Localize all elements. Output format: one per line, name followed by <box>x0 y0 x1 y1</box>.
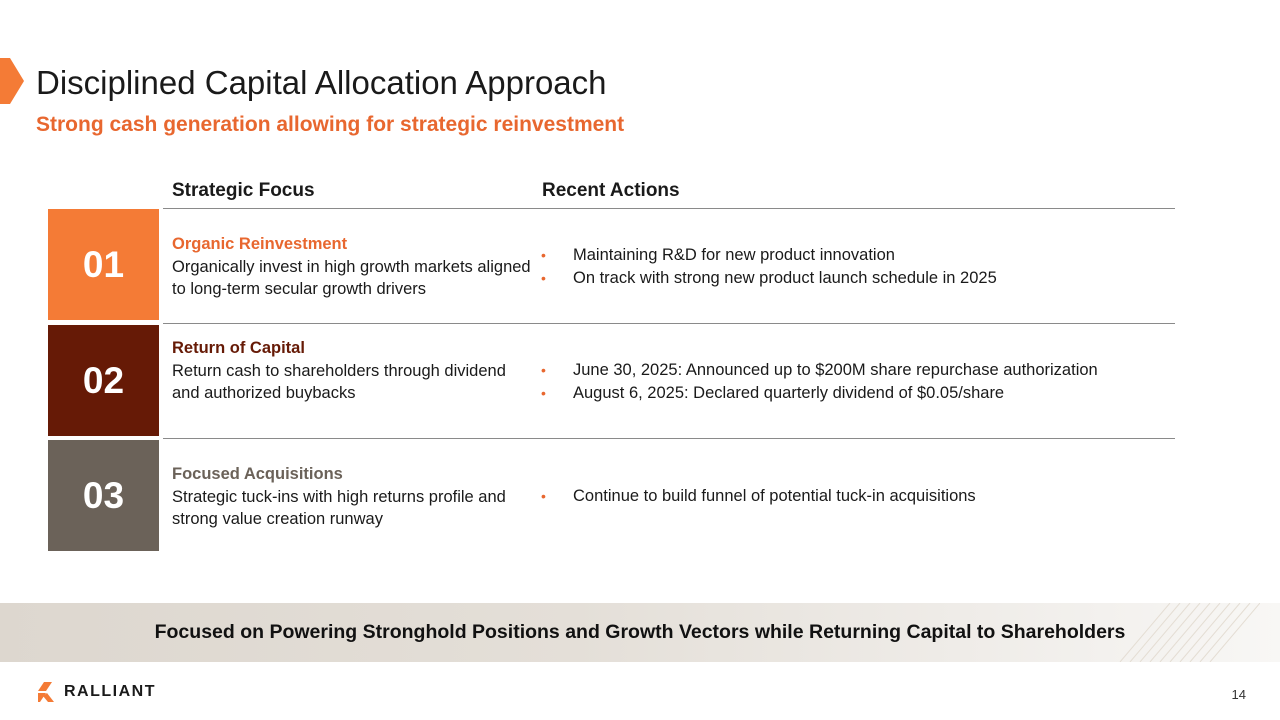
page-subtitle: Strong cash generation allowing for strategic reinvestment <box>36 113 625 136</box>
recent-actions-list <box>540 485 976 508</box>
action-item <box>540 244 997 267</box>
column-header-recent-actions: Recent Actions <box>542 180 680 201</box>
bullet-icon: • <box>541 488 546 504</box>
row-number-box-03: 03 <box>48 440 159 551</box>
bullet-icon: • <box>541 384 546 401</box>
company-logo <box>38 682 156 702</box>
strategic-focus-cell <box>172 337 532 405</box>
column-header-strategic-focus: Strategic Focus <box>172 180 315 201</box>
focus-description: Organically invest in high growth markets aligned to long-term secular growth drivers <box>172 257 531 298</box>
focus-description: Return cash to shareholders through dividend and authorized buybacks <box>172 361 506 402</box>
action-item <box>540 267 997 290</box>
action-text: Continue to build funnel of potential tuck-in acquisitions <box>573 487 976 505</box>
logo-wordmark: RALLIANT <box>64 683 156 700</box>
action-item <box>540 485 976 508</box>
strategic-focus-cell <box>172 233 532 301</box>
action-text: June 30, 2025: Announced up to $200M share repurchase authorization <box>573 361 1098 379</box>
focus-description: Strategic tuck-ins with high returns profile and strong value creation runway <box>172 487 506 528</box>
focus-title: Return of Capital <box>172 339 305 357</box>
action-text: Maintaining R&D for new product innovation <box>573 246 895 264</box>
page-title: Disciplined Capital Allocation Approach <box>36 64 607 101</box>
page-number: 14 <box>1231 687 1246 702</box>
focus-title: Organic Reinvestment <box>172 235 348 253</box>
bullet-icon: • <box>541 247 546 263</box>
action-text: August 6, 2025: Declared quarterly dividend of $0.05/share <box>573 383 1005 402</box>
footer-banner-text: Focused on Powering Stronghold Positions and Growth Vectors while Returning Capital to Shareholders <box>154 621 1126 643</box>
action-item <box>540 359 1098 382</box>
row-number-box-01: 01 <box>48 209 159 320</box>
recent-actions-list <box>540 244 997 289</box>
action-text: On track with strong new product launch schedule in 2025 <box>573 268 997 287</box>
bullet-icon: • <box>541 362 546 378</box>
table-divider <box>163 323 1175 324</box>
table-divider <box>163 438 1175 439</box>
bullet-icon: • <box>541 269 546 286</box>
accent-arrow-icon <box>0 58 24 104</box>
focus-title: Focused Acquisitions <box>172 465 343 483</box>
recent-actions-list <box>540 359 1098 404</box>
strategic-focus-cell <box>172 463 532 531</box>
table-divider <box>163 208 1175 209</box>
action-item <box>540 382 1098 405</box>
ralliant-logo-icon <box>38 682 56 702</box>
row-number-box-02: 02 <box>48 325 159 436</box>
